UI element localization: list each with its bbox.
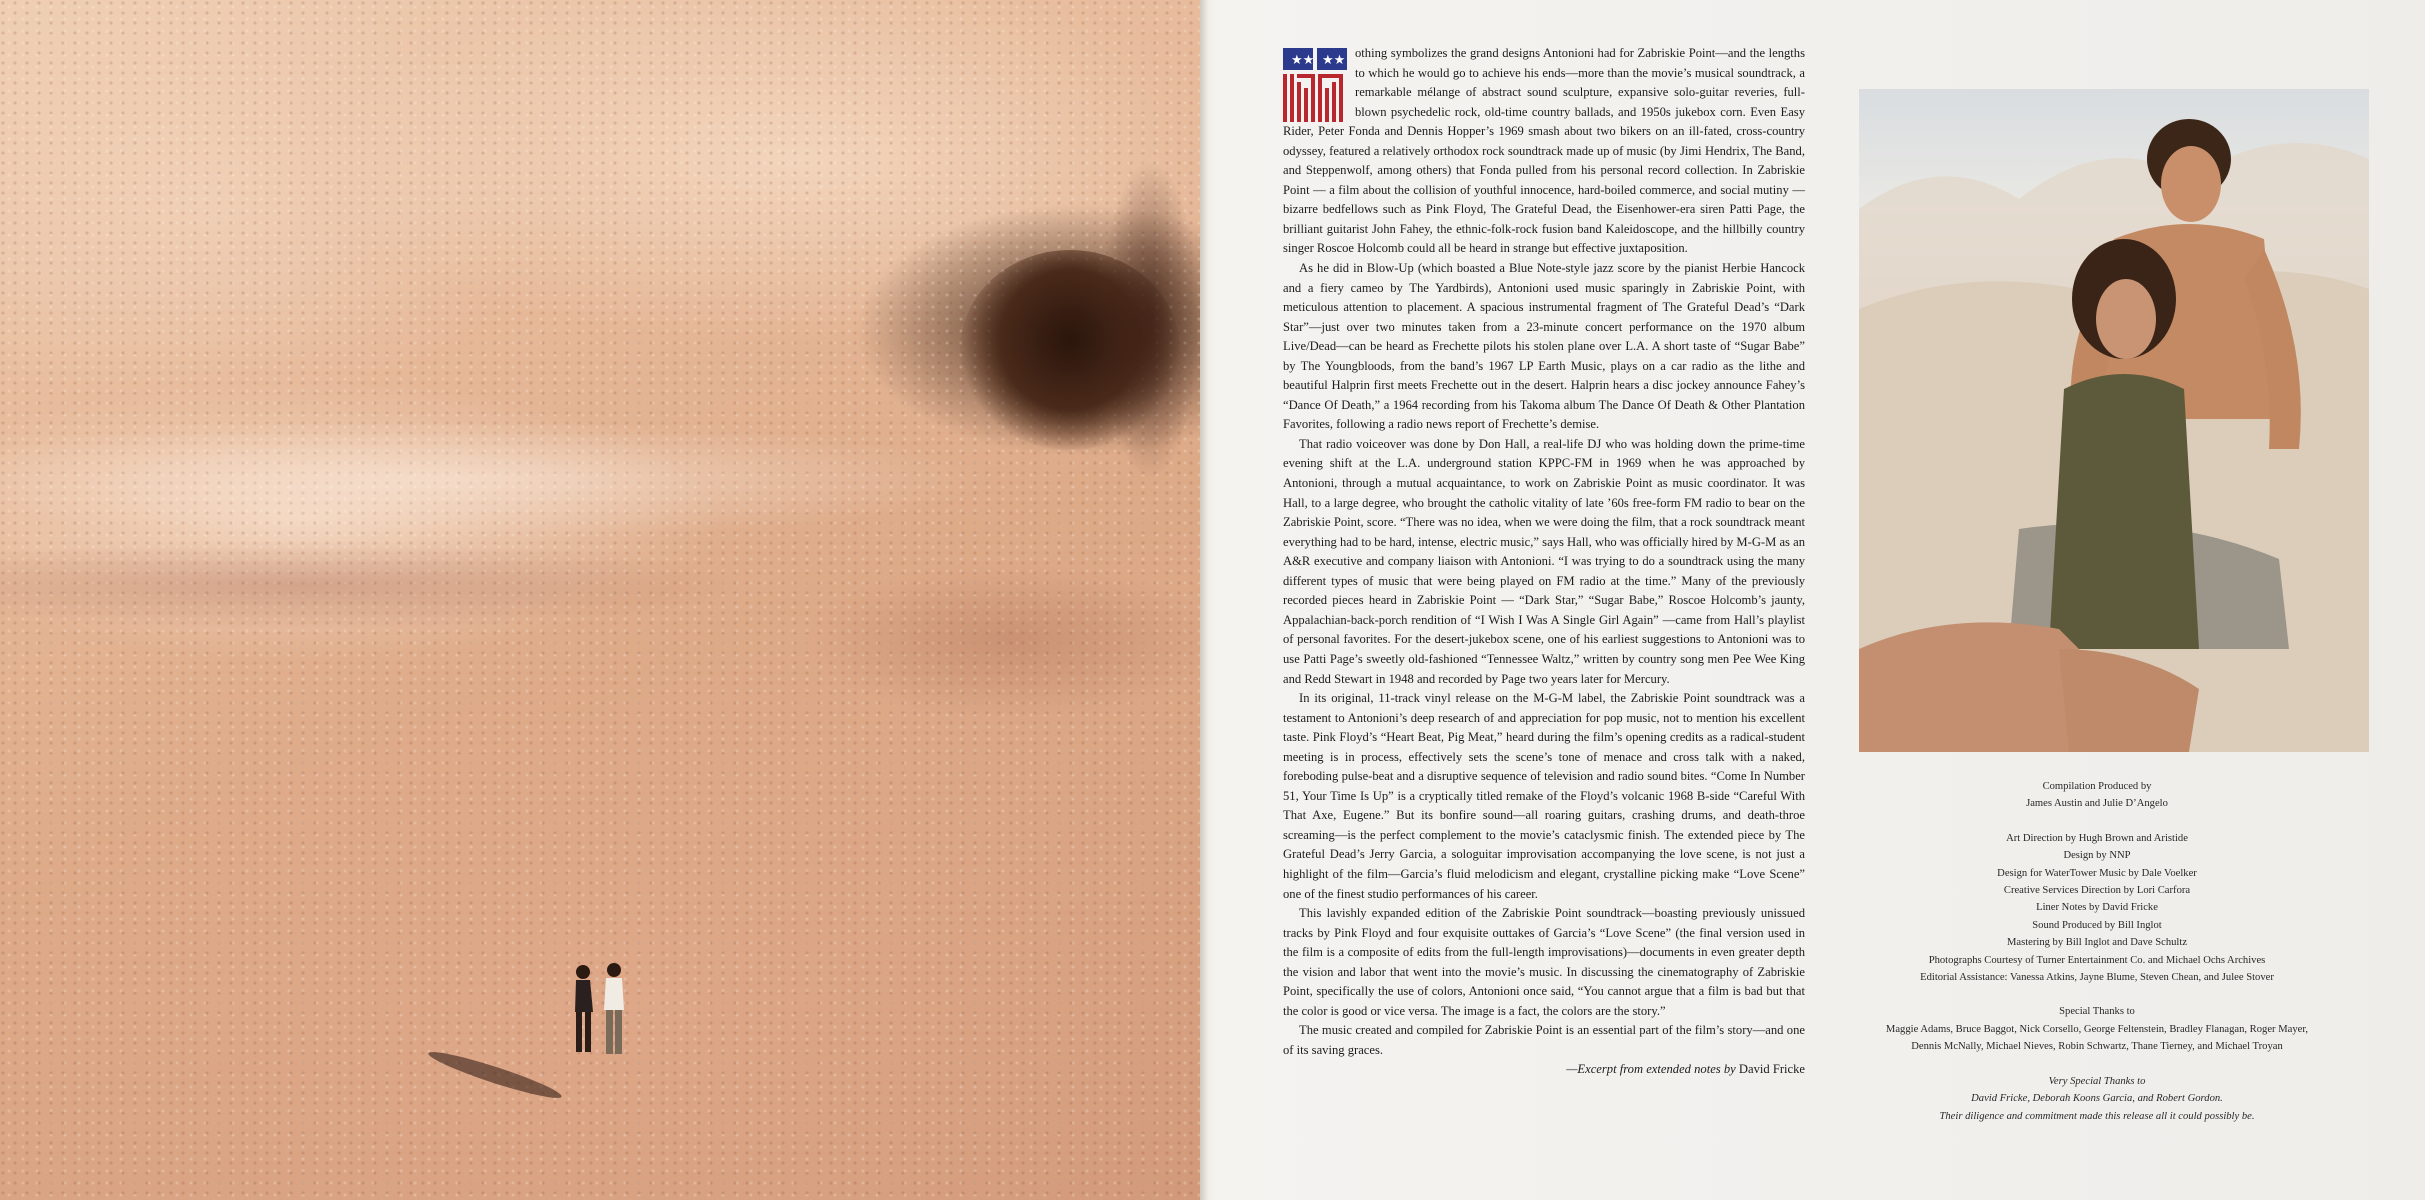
credit-line: Design by NNP xyxy=(2063,850,2131,862)
album-credits xyxy=(1862,778,2332,1125)
article-paragraph-1 xyxy=(1283,44,1805,259)
paragraph-text: othing symbolizes the grand designs Antonioni had for Zabriskie Point—and the lengths to which he would go to achieve his ends—more than the movie’s musical soundtrack, a remarkable mélange of abstract sound sculpture, expansive solo-guitar reveries, full-blown psychedelic rock, old-time country ballads, and 1950s jukebox corn. Even Easy Rider, Peter Fonda and Dennis Hopper’s 1969 smash about two bikers on an ill-fated, cross-country odyssey, featured a relatively orthodox rock soundtrack made up of music (by Jimi Hendrix, The Band, and Steppenwolf, among others) that Fonda pulled from his personal record collection. In Zabriskie Point — a film about the collision of youthful innocence, hard-boiled commerce, and social mutiny —bizarre bedfellows such as Pink Floyd, The Grateful Dead, the Eisenhower-era siren Patti Page, the brilliant guitarist John Fahey, the ethnic-folk-rock fusion band Kaleidoscope, and the hillbilly country singer Roscoe Holcomb could all be heard in strange but effective juxtaposition. xyxy=(1283,46,1805,256)
special-thanks-label: Special Thanks to xyxy=(2059,1006,2135,1018)
credit-compilation-label: Compilation Produced by xyxy=(2042,781,2152,792)
credit-line: Mastering by Bill Inglot and Dave Schultz xyxy=(2006,937,2188,949)
byline-prefix: —Excerpt from extended notes by xyxy=(1566,1062,1736,1077)
desert-landscape-photo xyxy=(0,0,1200,1200)
svg-text:★★: ★★ xyxy=(1322,53,1346,68)
credit-compilation-names: James Austin and Julie D’Angelo xyxy=(2026,798,2168,810)
article-paragraph-2: As he did in Blow-Up (which boasted a Blue Note-style jazz score by the pianist Herbie Hancock and a fiery cameo by The Yardbirds), Antonioni used music sparingly in Zabriskie Point, with meticulous attention to placement. A spacious instrumental fragment of The Grateful Dead’s “Dark Star”—just over two minutes taken from a 23-minute concert performance on the 1970 album Live/Dead—can be heard as Frechette pilots his stolen plane over L.A. A short taste of “Sugar Babe” by The Youngbloods, from the band’s 1967 LP Earth Music, plays on a car radio as the lithe and beautiful Halprin first meets Frechette out in the desert. Halprin hears a disc jockey announce Fahey’s “Dance Of Death,” a 1964 recording from his Takoma album The Dance Of Death & Other Plantation Favorites, following a radio news report of Frechette’s demise. xyxy=(1283,261,1805,432)
walking-couple-figure xyxy=(400,950,660,1100)
special-thanks-names: Dennis McNally, Michael Nieves, Robin Schwartz, Thane Tierney, and Michael Troyan xyxy=(1911,1041,2283,1053)
gully-shadow-2 xyxy=(1100,160,1200,480)
liner-notes-article xyxy=(1283,44,1805,1080)
credit-line: Editorial Assistance: Vanessa Atkins, Jayne Blume, Steven Chean, and Julee Stover xyxy=(1920,972,2274,984)
flag-dropcap-n-icon xyxy=(1283,48,1347,122)
article-paragraph-3: That radio voiceover was done by Don Hall, a real-life DJ who was holding down the prime-time evening shift at the L.A. underground station KPPC-FM in 1969 when he was approached by Antonioni, through a mutual acquaintance, to work on Zabriskie Point as music coordinator. It was Hall, to a large degree, who brought the catholic vitality of late ’60s free-form FM radio to bear on the Zabriskie Point, score. “There was no idea, when we were doing the film, that a rock soundtrack meant everything had to be hard, intense, electric music,” says Hall, who was officially hired by M-G-M as an A&R executive and company liaison with Antonioni. “I was trying to do a soundtrack using the many different types of music that were being played on FM radio at the time.” Many of the previously recorded pieces heard in Zabriskie Point — “Dark Star,” “Sugar Babe,” Roscoe Holcomb’s jaunty, Appalachian-back-porch rendition of “I Wish I Was A Single Girl Again” —came from Hall’s playlist of personal favorites. For the desert-jukebox scene, one of his earliest suggestions to Antonioni was to use Patti Page’s sweetly old-fashioned “Tennessee Waltz,” written by country song men Pee Wee King and Redd Stewart in 1948 and recorded by Page two years later for Mercury. xyxy=(1283,436,1805,686)
special-thanks-names: Maggie Adams, Bruce Baggot, Nick Corsello, George Feltenstein, Bradley Flanagan, Roger Mayer, xyxy=(1885,1023,2309,1035)
credit-line: Art Direction by Hugh Brown and Aristide xyxy=(2006,832,2188,844)
credit-line: Design for WaterTower Music by Dale Voelker xyxy=(1997,867,2197,879)
byline-author: David Fricke xyxy=(1738,1062,1805,1077)
article-byline xyxy=(1283,1060,1805,1080)
credit-line: Liner Notes by David Fricke xyxy=(2036,902,2158,914)
credit-line: Photographs Courtesy of Turner Entertainment Co. and Michael Ochs Archives xyxy=(1928,954,2266,966)
page-gutter xyxy=(1200,0,1214,1200)
very-special-thanks-note: Their diligence and commitment made this release all it could possibly be. xyxy=(1939,1110,2255,1122)
couple-portrait-photo xyxy=(1859,89,2369,752)
svg-text:★★: ★★ xyxy=(1291,53,1315,68)
article-paragraph-4: In its original, 11-track vinyl release on the M-G-M label, the Zabriskie Point soundtrack was a testament to Antonioni’s deep research of and appreciation for pop music, not to mention his excellent taste. Pink Floyd’s “Heart Beat, Pig Meat,” heard during the film’s opening credits as a radical-student meeting is in process, effectively sets the scene’s tone of menace and cross talk with a naked, foreboding pulse-beat and a disruptive sequence of television and radio sound bites. “Come In Number 51, Your Time Is Up” is a cryptically titled remake of the Floyd’s volcanic 1968 B-side “Careful With That Axe, Eugene.” But its bonfire sound—all roaring guitars, crashing drums, and death-throe screaming—is the perfect complement to the movie’s cataclysmic finish. The extended piece by The Grateful Dead’s Jerry Garcia, a sologuitar improvisation accompanying the love scene, is not just a highlight of the film—Garcia’s fluid melodicism and elegant, crystalline picking make “Love Scene” one of the finest studio performances of his career. xyxy=(1283,691,1805,901)
article-paragraph-6: The music created and compiled for Zabriskie Point is an essential part of the film’s story—and one of its saving graces. xyxy=(1283,1023,1805,1057)
ridge-shadow-2 xyxy=(800,560,1200,720)
article-paragraph-5: This lavishly expanded edition of the Zabriskie Point soundtrack—boasting previously unissued tracks by Pink Floyd and four exquisite outtakes of Garcia’s “Love Scene” (the final version used in the film is a composite of edits from the full-length improvisations)—documents in even greater depth the vision and labor that went into the movie’s music. In discussing the cinematography of Zabriskie Point, specifically the use of colors, Antonioni once said, “You cannot argue that a film is bad but that the color is good or vice versa. The image is a fact, the colors are the story.” xyxy=(1283,906,1805,1018)
very-special-thanks-label: Very Special Thanks to xyxy=(2048,1075,2146,1087)
very-special-thanks-names: David Fricke, Deborah Koons Garcia, and Robert Gordon. xyxy=(1971,1093,2223,1105)
credit-line: Sound Produced by Bill Inglot xyxy=(2032,919,2162,931)
credit-line: Creative Services Direction by Lori Carfora xyxy=(2003,885,2191,897)
